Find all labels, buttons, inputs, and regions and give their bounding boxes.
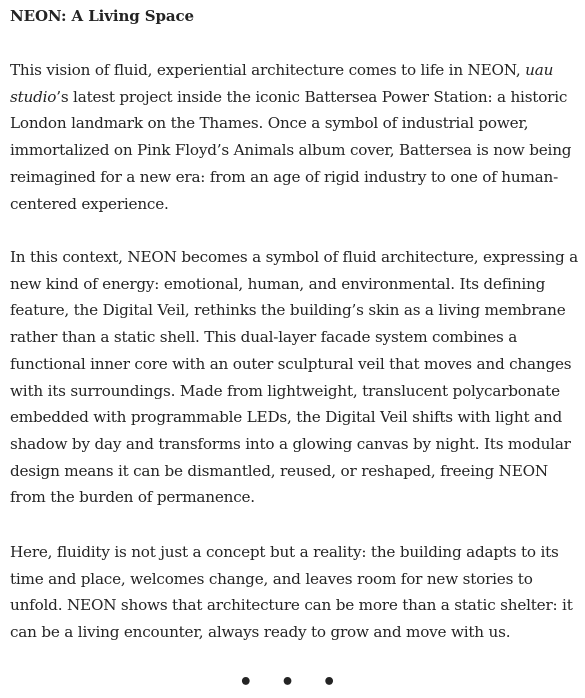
section-separator: • • • — [238, 670, 347, 695]
article-body — [10, 0, 580, 642]
paragraph-digital-veil: In this context, NEON becomes a symbol of fluid architecture, expressing a new kind of energy: emotional, human, and environmental. Its defining feature, the Digital Veil, rethinks the building’s skin as a living membrane rather than a static shell. This dual-layer facade system combines a functional inner core with an outer sculptural veil that moves and changes with its surroundings. Made from lightweight, translucent polycarbonate embedded with programmable LEDs, the Digital Veil shifts with light and shadow by day and transforms into a glowing canvas by night. Its modular design means it can be dismantled, reused, or reshaped, freeing NEON from the burden of permanence. — [10, 248, 578, 507]
paragraph-intro-text-start: This vision of fluid, experiential architecture comes to life in NEON, — [10, 61, 526, 79]
section-heading: NEON: A Living Space — [10, 7, 194, 25]
paragraph-intro-text-end: ’s latest project inside the iconic Battersea Power Station: a historic London landmark on the Thames. Once a symbol of industrial power, immortalized on Pink Floyd’s Animals album cover, Battersea is now being reimagined for a new era: from an age of rigid industry to one of human-centered experience. — [10, 87, 572, 213]
studio-name-italic: uau studio — [10, 61, 554, 106]
paragraph-conclusion: Here, fluidity is not just a concept but a reality: the building adapts to its time and place, welcomes change, and leaves room for new stories to unfold. NEON shows that architecture can be more than a static shelter: it can be a living encounter, always ready to grow and move with us. — [10, 543, 573, 642]
paragraph-intro — [10, 57, 572, 217]
